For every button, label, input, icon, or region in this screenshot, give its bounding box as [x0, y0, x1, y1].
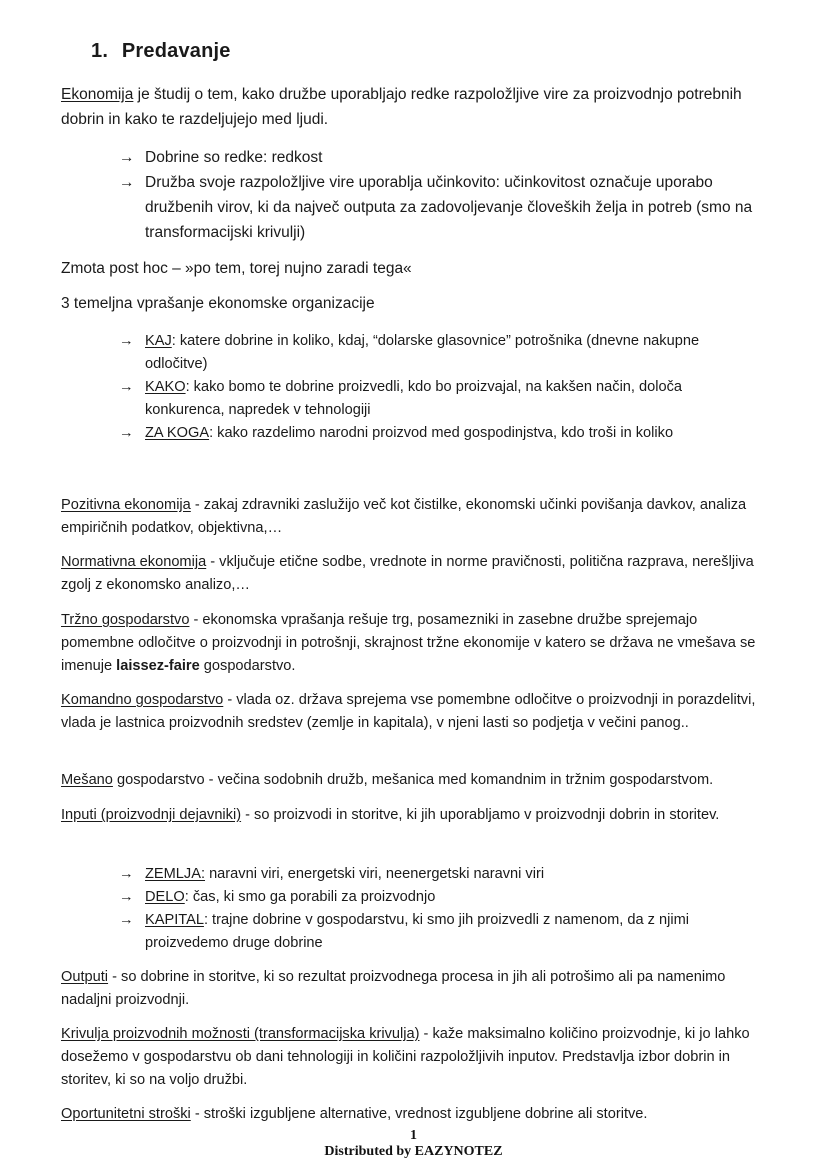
arrow-icon: →	[119, 425, 134, 441]
arrow-icon: →	[119, 889, 134, 905]
input-text: naravni viri, energetski viri, neenergetski naravni viri	[205, 866, 545, 882]
intro-paragraph	[61, 82, 761, 132]
arrow-icon: →	[119, 379, 134, 395]
definition-inputs	[61, 804, 761, 827]
definition-text: - vlada oz. država sprejema vse pomembne odločitve o proizvodnji in porazdelitvi, vlada je lastnica proizvodnih sredstev (zemlje in kapitala), v njeni lasti so podjetja v večini panog..	[61, 692, 756, 731]
intro-points-list	[119, 145, 759, 245]
list-item	[119, 376, 759, 422]
definition-term: Outputi	[61, 969, 109, 985]
input-text: : čas, ki smo ga porabili za proizvodnjo	[184, 889, 436, 905]
question-term: KAKO	[145, 379, 186, 395]
question-term: KAJ	[145, 333, 172, 349]
definition-text: - so proizvodi in storitve, ki jih uporabljamo v proizvodnji dobrin in storitev.	[241, 807, 720, 823]
definition-text: - ekonomska vprašanja rešuje trg, posamezniki in zasebne družbe sprejemajo pomembne odločitve o proizvodnji in potrošnji, skrajnost tržne ekonomije v katero se država ne vmešava se imenuje	[61, 612, 756, 674]
definition-term: Normativna ekonomija	[61, 554, 207, 570]
distributed-by: Distributed by EAZYNOTEZ	[324, 1144, 503, 1159]
definition-text: - zakaj zdravniki zaslužijo več kot čistilke, ekonomski učinki povišanja davkov, analiza empiričnih podatkov, objektivna,…	[61, 497, 747, 536]
definition-term: Oportunitetni stroški	[61, 1106, 191, 1122]
question-term: ZA KOGA	[145, 425, 210, 441]
definition-term: Pozitivna ekonomija	[61, 497, 191, 513]
list-item	[119, 170, 759, 245]
definition-text: - so dobrine in storitve, ki so rezultat proizvodnega procesa in jih ali potrošimo ali pa namenimo nadaljni proizvodnji.	[61, 969, 726, 1008]
question-text: : kako razdelimo narodni proizvod med gospodinjstva, kdo troši in koliko	[209, 425, 674, 441]
arrow-icon: →	[119, 866, 134, 882]
input-text: : trajne dobrine v gospodarstvu, ki smo jih proizvedli z namenom, da z njimi proizvedemo druge dobrine	[145, 912, 689, 951]
definition-term: Mešano	[61, 772, 113, 788]
definition-text: - kaže maksimalno količino proizvodnje, ki jo lahko dosežemo v gospodarstvu ob dani tehnologiji in količini razpoložljivih inputov. Predstavlja izbor dobrin in storitev, ki so na voljo družbi.	[61, 1026, 750, 1088]
list-item	[119, 330, 759, 376]
definition-term: Krivulja proizvodnih možnosti (transformacijska krivulja)	[61, 1026, 420, 1042]
definition-positive	[61, 494, 761, 540]
questions-list	[119, 330, 759, 445]
definition-bold: laissez-faire	[116, 658, 200, 674]
intro-text: je študij o tem, kako družbe uporabljajo redke razpoložljive vire za proizvodnjo potrebnih dobrin in kako te razdeljujejo med ljudi.	[61, 86, 742, 128]
definition-text: gospodarstvo - večina sodobnih družb, mešanica med komandnim in tržnim gospodarstvom.	[112, 772, 714, 788]
input-term: DELO	[145, 889, 185, 905]
arrow-icon: →	[119, 174, 135, 191]
definition-opportunity	[61, 1103, 761, 1126]
questions-title: 3 temeljna vprašanje ekonomske organizacije	[61, 295, 375, 312]
question-text: : katere dobrine in koliko, kdaj, “dolarske glasovnice” potrošnika (dnevne nakupne odločitve)	[145, 333, 700, 372]
definition-mixed	[61, 769, 761, 792]
arrow-icon: →	[119, 912, 134, 928]
definition-tail: gospodarstvo.	[199, 658, 296, 674]
arrow-icon: →	[119, 333, 134, 349]
heading-title: Predavanje	[121, 40, 231, 62]
definition-text: - stroški izgubljene alternative, vrednost izgubljene dobrine ali storitve.	[190, 1106, 648, 1122]
definition-term: Komandno gospodarstvo	[61, 692, 224, 708]
intro-term: Ekonomija	[61, 86, 134, 103]
list-item-text: Dobrine so redke: redkost	[145, 149, 323, 166]
definition-outputs	[61, 966, 761, 1012]
definition-term: Tržno gospodarstvo	[61, 612, 190, 628]
inputs-list	[119, 863, 759, 955]
page-number: 1	[410, 1128, 417, 1143]
definition-term: Inputi (proizvodnji dejavniki)	[61, 807, 242, 823]
section-heading	[91, 40, 231, 63]
input-term: ZEMLJA:	[145, 866, 206, 882]
list-item	[119, 886, 759, 909]
list-item	[119, 909, 759, 955]
fallacy-paragraph: Zmota post hoc – »po tem, torej nujno zaradi tega«	[61, 260, 412, 277]
definition-normative	[61, 551, 761, 597]
definition-market	[61, 609, 761, 678]
list-item	[119, 863, 759, 886]
list-item	[119, 422, 759, 445]
heading-number: 1.	[91, 40, 109, 62]
question-text: : kako bomo te dobrine proizvedli, kdo bo proizvajal, na kakšen način, določa konkurenca, napredek v tehnologiji	[145, 379, 683, 418]
list-item-text: Družba svoje razpoložljive vire uporablja učinkovito: učinkovitost označuje uporabo družbenih virov, ki da največ outputa za zadovoljevanje človeških želja in potreb (smo na transformacijski krivulji)	[145, 174, 753, 241]
arrow-icon: →	[119, 149, 135, 166]
definition-command	[61, 689, 761, 735]
definition-ppf	[61, 1023, 761, 1092]
list-item	[119, 145, 759, 170]
input-term: KAPITAL	[145, 912, 204, 928]
definition-text: - vključuje etične sodbe, vrednote in norme pravičnosti, politična razprava, nerešljiva zgolj z ekonomsko analizo,…	[61, 554, 754, 593]
